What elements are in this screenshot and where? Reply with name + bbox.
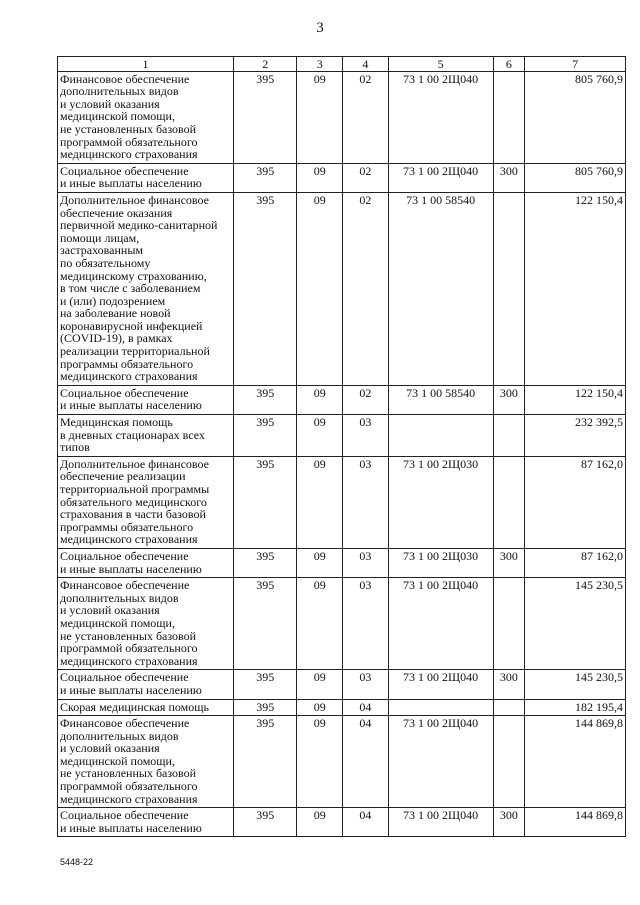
subsection-code-cell: 09 (297, 699, 343, 716)
target-code-cell: 73 1 00 58540 (388, 192, 493, 385)
row-name-line: медицинского страхования (60, 653, 198, 668)
row-name-line: Социальное обеспечение (60, 385, 189, 400)
expense-type-cell (493, 578, 525, 670)
row-name-line: типов (60, 440, 90, 455)
row-name-line: реализации территориальной (60, 344, 210, 359)
table-row (58, 808, 626, 837)
row-name-line: Финансовое обеспечение (60, 578, 190, 593)
column-header: 7 (525, 57, 626, 72)
row-name-line: в том числе с заболеванием (60, 281, 201, 296)
table-row (58, 71, 626, 163)
table-row (58, 699, 626, 716)
row-name-cell (58, 808, 234, 837)
column-header: 3 (297, 57, 343, 72)
column-header: 5 (388, 57, 493, 72)
section-code-cell: 395 (233, 578, 297, 670)
row-name-line: медицинской помощи, (60, 109, 175, 124)
row-name-cell (58, 699, 234, 716)
row-name-line: Дополнительное финансовое (60, 192, 209, 207)
section-code-cell: 395 (233, 163, 297, 192)
row-name-line: застрахованным (60, 243, 143, 258)
article-code-cell: 02 (343, 163, 389, 192)
subsection-code-cell: 09 (297, 163, 343, 192)
row-name-line: по обязательному (60, 255, 151, 270)
row-name-line: медицинского страхования (60, 532, 198, 547)
expense-type-cell: 300 (493, 670, 525, 699)
table-row (58, 385, 626, 414)
amount-cell: 144 869,8 (525, 716, 626, 808)
amount-cell: 144 869,8 (525, 808, 626, 837)
target-code-cell: 73 1 00 2Щ040 (388, 808, 493, 837)
row-name-line: Социальное обеспечение (60, 808, 189, 823)
row-name-line: программой обязательного (60, 641, 198, 656)
expense-type-cell (493, 699, 525, 716)
article-code-cell: 03 (343, 548, 389, 577)
row-name-line: и иные выплаты населению (60, 398, 202, 413)
article-code-cell: 02 (343, 192, 389, 385)
amount-cell: 182 195,4 (525, 699, 626, 716)
row-name-cell (58, 670, 234, 699)
target-code-cell: 73 1 00 2Щ040 (388, 578, 493, 670)
row-name-line: Социальное обеспечение (60, 548, 189, 563)
row-name-line: медицинской помощи, (60, 753, 175, 768)
subsection-code-cell: 09 (297, 716, 343, 808)
row-name-line: медицинского страхования (60, 791, 198, 806)
section-code-cell: 395 (233, 385, 297, 414)
row-name-line: дополнительных видов (60, 590, 179, 605)
row-name-line: дополнительных видов (60, 728, 179, 743)
table-row (58, 415, 626, 457)
row-name-cell (58, 578, 234, 670)
article-code-cell: 03 (343, 670, 389, 699)
row-name-cell (58, 456, 234, 548)
row-name-line: медицинской помощи, (60, 615, 175, 630)
expense-type-cell (493, 456, 525, 548)
table-row (58, 670, 626, 699)
expense-type-cell: 300 (493, 548, 525, 577)
header-row (58, 57, 626, 72)
amount-cell: 232 392,5 (525, 415, 626, 457)
article-code-cell: 03 (343, 415, 389, 457)
target-code-cell (388, 699, 493, 716)
section-code-cell: 395 (233, 415, 297, 457)
expense-type-cell: 300 (493, 385, 525, 414)
row-name-line: помощи лицам, (60, 230, 140, 245)
row-name-line: и иные выплаты населению (60, 682, 202, 697)
row-name-line: обеспечение оказания (60, 205, 173, 220)
row-name-line: страхования в части базовой (60, 507, 206, 522)
article-code-cell: 04 (343, 699, 389, 716)
amount-cell: 87 162,0 (525, 456, 626, 548)
row-name-cell (58, 716, 234, 808)
target-code-cell: 73 1 00 2Щ040 (388, 71, 493, 163)
target-code-cell: 73 1 00 2Щ040 (388, 670, 493, 699)
row-name-line: Медицинская помощь (60, 415, 173, 430)
row-name-line: и (или) подозрением (60, 293, 166, 308)
expense-type-cell (493, 716, 525, 808)
column-header: 6 (493, 57, 525, 72)
row-name-line: и иные выплаты населению (60, 561, 202, 576)
subsection-code-cell: 09 (297, 548, 343, 577)
row-name-line: медицинскому страхованию, (60, 268, 207, 283)
table-row (58, 192, 626, 385)
row-name-line: (COVID-19), в рамках (60, 331, 173, 346)
row-name-line: и условий оказания (60, 741, 160, 756)
column-header: 4 (343, 57, 389, 72)
document-code: 5448-22 (60, 857, 94, 867)
section-code-cell: 395 (233, 71, 297, 163)
row-name-line: и условий оказания (60, 603, 160, 618)
amount-cell: 122 150,4 (525, 192, 626, 385)
row-name-line: и иные выплаты населению (60, 176, 202, 191)
section-code-cell: 395 (233, 808, 297, 837)
row-name-line: обязательного медицинского (60, 494, 207, 509)
table-row (58, 548, 626, 577)
column-header: 1 (58, 57, 234, 72)
expense-type-cell (493, 415, 525, 457)
row-name-line: не установленных базовой (60, 628, 197, 643)
row-name-line: медицинского страхования (60, 369, 198, 384)
section-code-cell: 395 (233, 548, 297, 577)
amount-cell: 87 162,0 (525, 548, 626, 577)
budget-table (57, 56, 626, 837)
row-name-line: территориальной программы (60, 482, 210, 496)
row-name-cell (58, 548, 234, 577)
article-code-cell: 03 (343, 456, 389, 548)
article-code-cell: 03 (343, 578, 389, 670)
article-code-cell: 04 (343, 716, 389, 808)
expense-type-cell (493, 71, 525, 163)
table-body (58, 71, 626, 837)
section-code-cell: 395 (233, 670, 297, 699)
row-name-line: и иные выплаты населению (60, 820, 202, 835)
row-name-line: обеспечение реализации (60, 469, 186, 484)
row-name-cell (58, 415, 234, 457)
table-row (58, 578, 626, 670)
row-name-line: на заболевание новой (60, 306, 171, 321)
row-name-line: Социальное обеспечение (60, 670, 189, 685)
target-code-cell: 73 1 00 58540 (388, 385, 493, 414)
subsection-code-cell: 09 (297, 71, 343, 163)
amount-cell: 145 230,5 (525, 578, 626, 670)
row-name-line: Финансовое обеспечение (60, 71, 190, 86)
section-code-cell: 395 (233, 456, 297, 548)
section-code-cell: 395 (233, 716, 297, 808)
table-row (58, 163, 626, 192)
subsection-code-cell: 09 (297, 808, 343, 837)
row-name-line: коронавирусной инфекцией (60, 318, 203, 333)
row-name-line: программой обязательного (60, 779, 198, 794)
amount-cell: 805 760,9 (525, 163, 626, 192)
column-header: 2 (233, 57, 297, 72)
subsection-code-cell: 09 (297, 192, 343, 385)
table-row (58, 456, 626, 548)
target-code-cell (388, 415, 493, 457)
row-name-line: Дополнительное финансовое (60, 456, 209, 471)
expense-type-cell (493, 192, 525, 385)
section-code-cell: 395 (233, 699, 297, 716)
row-name-line: Социальное обеспечение (60, 163, 189, 178)
row-name-line: не установленных базовой (60, 766, 197, 781)
expense-type-cell: 300 (493, 808, 525, 837)
row-name-cell (58, 192, 234, 385)
target-code-cell: 73 1 00 2Щ030 (388, 456, 493, 548)
subsection-code-cell: 09 (297, 670, 343, 699)
subsection-code-cell: 09 (297, 578, 343, 670)
row-name-line: программы обязательного (60, 356, 194, 371)
section-code-cell: 395 (233, 192, 297, 385)
row-name-cell (58, 71, 234, 163)
row-name-line: программой обязательного (60, 134, 198, 149)
subsection-code-cell: 09 (297, 456, 343, 548)
row-name-line: медицинского страхования (60, 147, 198, 162)
row-name-cell (58, 385, 234, 414)
article-code-cell: 04 (343, 808, 389, 837)
table-row (58, 716, 626, 808)
row-name-line: дополнительных видов (60, 84, 179, 99)
page-number: 3 (316, 20, 324, 36)
amount-cell: 122 150,4 (525, 385, 626, 414)
expense-type-cell: 300 (493, 163, 525, 192)
subsection-code-cell: 09 (297, 385, 343, 414)
row-name-line: программы обязательного (60, 519, 194, 534)
article-code-cell: 02 (343, 385, 389, 414)
row-name-cell (58, 163, 234, 192)
row-name-line: в дневных стационарах всех (60, 427, 205, 442)
target-code-cell: 73 1 00 2Щ040 (388, 163, 493, 192)
row-name-line: не установленных базовой (60, 121, 197, 136)
row-name-line: Финансовое обеспечение (60, 716, 190, 731)
target-code-cell: 73 1 00 2Щ040 (388, 716, 493, 808)
subsection-code-cell: 09 (297, 415, 343, 457)
target-code-cell: 73 1 00 2Щ030 (388, 548, 493, 577)
row-name-line: и условий оказания (60, 96, 160, 111)
article-code-cell: 02 (343, 71, 389, 163)
amount-cell: 805 760,9 (525, 71, 626, 163)
row-name-line: Скорая медицинская помощь (60, 699, 209, 714)
amount-cell: 145 230,5 (525, 670, 626, 699)
row-name-line: первичной медико-санитарной (60, 218, 218, 233)
